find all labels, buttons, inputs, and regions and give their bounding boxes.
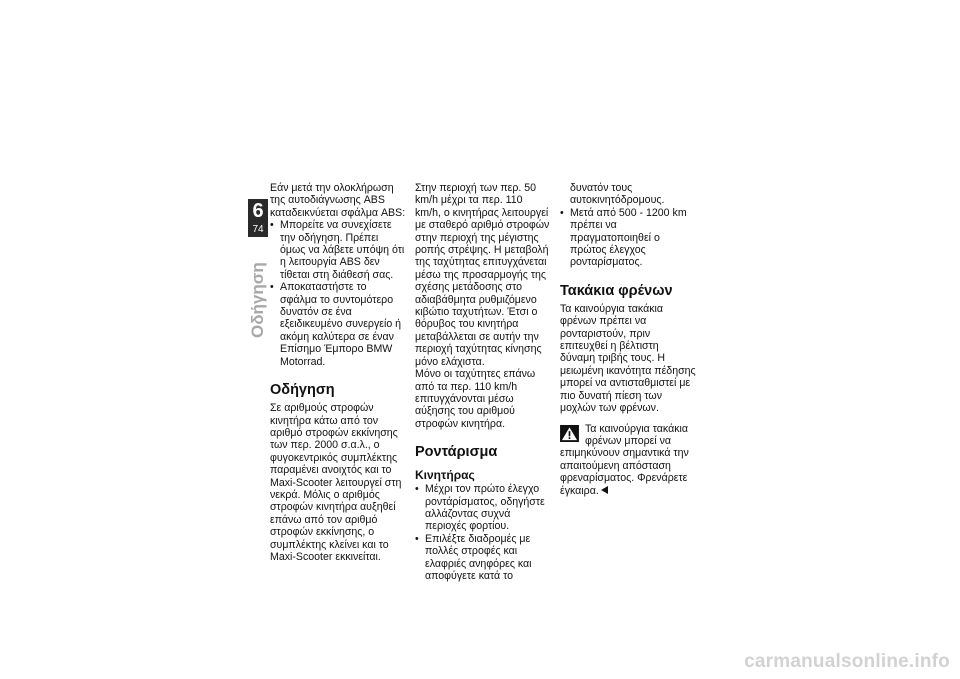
section-side-label: Οδήγηση <box>248 262 267 338</box>
list-item: • Μπορείτε να συνεχίσετε την οδήγηση. Πρέπει όμως να λάβετε υπόψη ότι η λειτουργία ABS δεν τίθεται στη διάθεσή σας. <box>270 219 406 281</box>
column-3 <box>560 182 696 497</box>
warning-text: Τα καινούργια τακάκια φρένων μπορεί να επιμηκύνουν σημαντικά την απαιτούμενη απόσταση φρεναρίσματος. Φρενάρετε έγκαιρα. <box>560 422 689 497</box>
list-item: • Μέχρι τον πρώτο έλεγχο ροντάρίσματος, οδηγήστε αλλάζοντας συχνά περιοχές φορτίου. <box>415 483 551 533</box>
list-item: • Αποκαταστήστε το σφάλμα το συντομότερο δυνατόν σε ένα εξειδικευμένο συνεργείο ή ακόμη καλύτερα σε έναν Επίσημο Έμπορο BMW Motorrad. <box>270 281 406 368</box>
continued-text: δυνατόν τους αυτοκινητόδρομους. <box>570 182 665 207</box>
body-text: Μόνο οι ταχύτητες επάνω από τα περ. 110 km/h επιτυγχάνονται μέσω αύξησης του αριθμού στροφών κινητήρα. <box>415 368 536 430</box>
heading-brake-pads: Τακάκια φρένων <box>560 282 673 299</box>
body-text: Τα καινούργια τακάκια φρένων πρέπει να ρονταριστούν, πριν επιτευχθεί η βέλτιστη δύναμη τριβής τους. Η μειωμένη ικανότητα πέδησης μπορεί να αντισταθμιστεί με πιο δυνατή πίεση των μοχλών των φρένων. <box>560 302 696 415</box>
body-text: Στην περιοχή των περ. 50 km/h μέχρι τα περ. 110 km/h, ο κινητήρας λειτουργεί με σταθερό αριθμό στροφών στην περιοχή της μέγιστης ροπής στρέψης. Η μεταβολή της ταχύτητας επιτυγχάνεται μέσω της προσαρμογής της σχέσης μετάδοσης στο αδιαβάθμητα ρυθμιζόμενο κιβώτιο ταχυτήτων. Έτσι ο θόρυβος του κινητήρα μεταβάλλεται σε αυτήν την περιοχή ταχύτητας κίνησης μόνο ελάχιστα. <box>415 182 550 368</box>
list-item: • Μετά από 500 - 1200 km πρέπει να πραγματοποιηθεί ο πρώτος έλεγχος ρονταρίσματος. <box>560 207 696 269</box>
heading-driving: Οδήγηση <box>270 382 335 399</box>
body-text: Σε αριθμούς στροφών κινητήρα κάτω από τον αριθμό στροφών εκκίνησης των περ. 2000 σ.α.λ., ο φυγοκεντρικός συμπλέκτης παραμένει ανοιχτός και το Maxi-Scooter λειτουργεί στη νεκρά. Μόλις ο αριθμός στροφών κινητήρα αυξηθεί επάνω από τον αριθμό στροφών εκκίνησης, ο συμπλέκτης κλείνει και το Maxi-Scooter εκκινείται. <box>270 402 402 563</box>
list-item-continued <box>560 182 696 207</box>
chapter-number: 6 <box>252 200 264 222</box>
list-item: • Επιλέξτε διαδρομές με πολλές στροφές και ελαφριές ανηφόρες και αποφύγετε κατά το <box>415 533 551 583</box>
warning-block <box>560 423 696 497</box>
column-2 <box>415 182 551 582</box>
bullet-list <box>270 219 406 368</box>
intro-text: Εάν μετά την ολοκλήρωση της αυτοδιάγνωσης ABS καταδεικνύεται σφάλμα ABS: <box>270 182 406 219</box>
page-number: 74 <box>252 224 264 235</box>
warning-icon <box>560 425 579 442</box>
subheading-engine: Κινητήρας <box>415 468 475 483</box>
heading-running-in: Ροντάρισμα <box>415 444 498 461</box>
bullet-list <box>560 182 696 269</box>
end-marker-icon <box>601 486 608 494</box>
column-1 <box>270 182 406 563</box>
watermark: carmanualsonline.info <box>744 651 950 672</box>
bullet-list <box>415 483 551 582</box>
